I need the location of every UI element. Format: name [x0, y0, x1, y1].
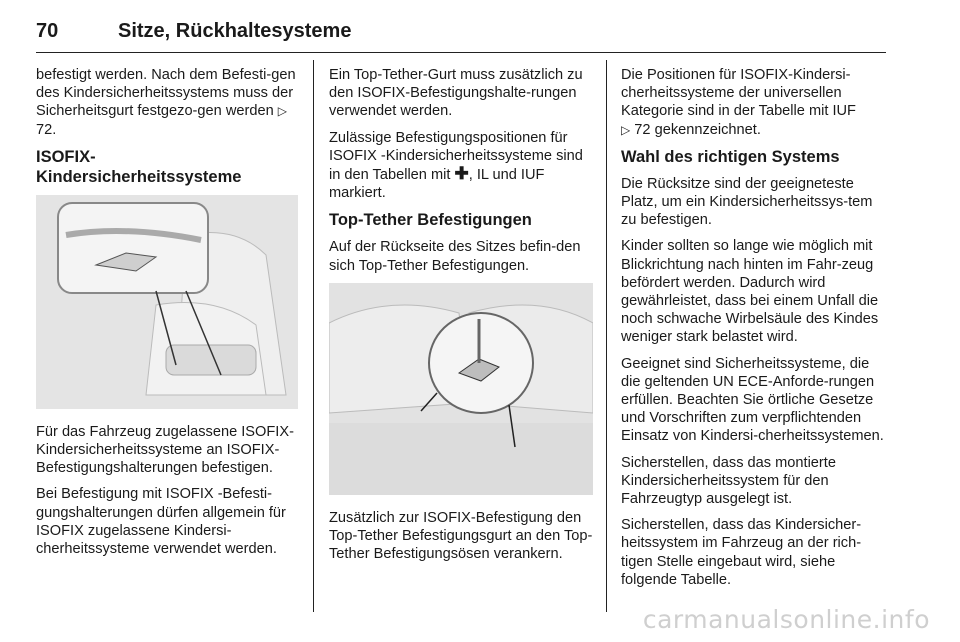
paragraph: Zulässige Befestigungspositionen für ISOFIX -Kindersicherheitssysteme sind in den Tabellen mit ✚, IL und IUF markiert. [329, 129, 583, 202]
paragraph: Geeignet sind Sicherheitssysteme, die die geltenden UN ECE-Anforde-rungen erfüllen. Beachten Sie örtliche Gesetze und Vorschriften zum verpflichtenden Einsatz von Kindersi-cherheitssystemen. [621, 355, 884, 445]
watermark: carmanualsonline.info [642, 605, 930, 634]
paragraph: befestigt werden. Nach dem Befesti-gen des Kindersicherheitssystems muss der Sicherheitsgurt festgezo-gen werden ▷ 72. [36, 67, 296, 138]
page-reference-link[interactable]: 72. [36, 121, 57, 138]
page-header [36, 18, 886, 53]
column-divider [606, 60, 607, 612]
paragraph: Sicherstellen, dass das Kindersicher-heitssystem im Fahrzeug an der rich-tigen Stelle eingebaut wird, siehe folgende Tabelle. [621, 517, 862, 588]
page-title: Sitze, Rückhaltesysteme [118, 20, 352, 42]
page-reference-link[interactable]: 72 gekennzeichnet. [634, 121, 761, 138]
column-2 [329, 66, 595, 571]
page-number: 70 [36, 20, 59, 42]
paragraph: Kinder sollten so lange wie möglich mit Blickrichtung nach hinten im Fahr-zeug befördert werden. Dadurch wird gewährleistet, dass bei einem Unfall die noch schwache Wirbelsäule des Kindes weniger stark belastet wird. [621, 238, 879, 346]
section-heading: Top-Tether Befestigungen [329, 211, 532, 230]
paragraph: Die Positionen für ISOFIX-Kindersi-cherheitssysteme der universellen Kategorie sind in der Tabelle mit IUF ▷ 72 gekennzeichnet. [621, 67, 856, 138]
paragraph: Auf der Rückseite des Sitzes befin-den sich Top-Tether Befestigungen. [329, 239, 581, 274]
paragraph: Ein Top-Tether-Gurt muss zusätzlich zu den ISOFIX-Befestigungshalte-rungen verwendet werden. [329, 67, 583, 120]
paragraph: Zusätzlich zur ISOFIX-Befestigung den Top-Tether Befestigungsgurt an den Top-Tether Befestigungsösen verankern. [329, 509, 593, 563]
paragraph: Bei Befestigung mit ISOFIX -Befesti-gungshalterungen dürfen allgemein für ISOFIX zugelassene Kindersi-cherheitssysteme verwendet werden. [36, 486, 286, 558]
column-1 [36, 66, 298, 566]
column-divider [313, 60, 314, 612]
section-heading: ISOFIX- Kindersicherheitssysteme [36, 147, 242, 186]
paragraph: Die Rücksitze sind der geeigneteste Platz, um ein Kindersicherheitssys-tem zu befestigen. [621, 175, 873, 229]
reference-arrow-icon: ▷ [621, 122, 631, 137]
reference-arrow-icon: ▷ [277, 104, 287, 119]
plus-icon: ✚ [454, 164, 469, 184]
isofix-seat-illustration [36, 195, 298, 409]
top-tether-illustration [329, 283, 593, 495]
paragraph: Für das Fahrzeug zugelassene ISOFIX-Kindersicherheitssysteme an ISOFIX-Befestigungshalterungen befestigen. [36, 423, 294, 477]
section-heading: Wahl des richtigen Systems [621, 147, 840, 166]
column-3 [621, 66, 889, 597]
paragraph: Sicherstellen, dass das montierte Kindersicherheitssystem für den Fahrzeugtyp ausgelegt ist. [621, 454, 836, 508]
